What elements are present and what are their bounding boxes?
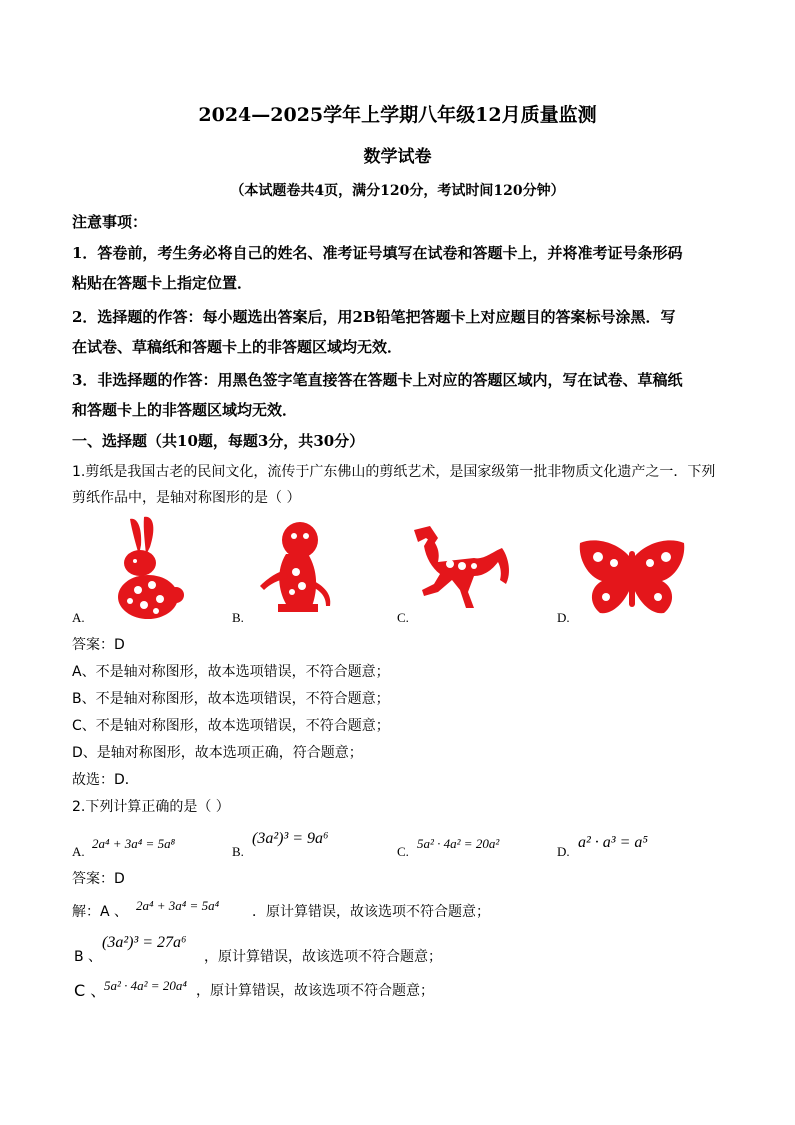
q2-option-a-label: A. (72, 844, 85, 859)
monkey-papercut-image (256, 520, 336, 616)
q1-explanation-d: D、是轴对称图形，故本选项正确，符合题意； (72, 745, 363, 761)
q1-stem-line-1: 1.剪纸是我国古老的民间文化，流传于广东佛山的剪纸艺术，是国家级第一批非物质文化遗产之一．下列 (72, 464, 716, 480)
butterfly-papercut-image (576, 537, 688, 619)
q2-solution-b-text: ，原计算错误，故该选项不符合题意； (204, 949, 442, 965)
q1-conclusion: 故选：D． (72, 772, 139, 788)
horse-papercut-image (404, 522, 516, 612)
q2-solution-c-formula: 5a² · 4a² = 20a⁴ (104, 978, 187, 993)
q2-solution-a-formula: 2a⁴ + 3a⁴ = 5a⁴ (136, 898, 220, 913)
q2-option-a-formula: 2a⁴ + 3a⁴ = 5a⁸ (92, 836, 176, 851)
q1-explanation-a: A、不是轴对称图形，故本选项错误，不符合题意； (72, 664, 390, 680)
q1-stem-line-2: 剪纸作品中，是轴对称图形的是（ ） (72, 490, 301, 506)
rabbit-papercut-image (108, 515, 186, 621)
q2-solution-c-text: ，原计算错误，故该选项不符合题意； (196, 983, 434, 999)
q2-solution-c-prefix: C 、 (74, 981, 107, 1000)
exam-title: 2024—2025学年上学期八年级12月质量监测 (198, 104, 597, 126)
q2-option-c-formula: 5a² · 4a² = 20a² (417, 836, 500, 851)
q1-option-c-label: C. (397, 610, 409, 625)
q2-option-b-label: B. (232, 844, 244, 859)
exam-subtitle: 数学试卷 (363, 147, 432, 167)
exam-note: （本试题卷共4页，满分120分，考试时间120分钟） (230, 183, 565, 199)
q2-solution-b-prefix: B 、 (74, 949, 103, 965)
q2-option-c-label: C. (397, 844, 409, 859)
instruction-2-line-2: 在试卷、草稿纸和答题卡上的非答题区域均无效． (72, 338, 403, 356)
q1-option-a-label: A. (72, 610, 85, 625)
q1-explanation-c: C、不是轴对称图形，故本选项错误，不符合题意； (72, 718, 390, 734)
q1-option-d-label: D. (557, 610, 570, 625)
instruction-1-line-2: 粘贴在答题卡上指定位置． (72, 274, 253, 292)
q2-option-d-label: D. (557, 844, 570, 859)
instruction-1-line-1: 1．答卷前，考生务必将自己的姓名、准考证号填写在试卷和答题卡上，并将准考证号条形码 (72, 244, 683, 262)
q2-solution-prefix: 解：A 、 (72, 904, 129, 920)
q2-option-b-formula: (3a²)³ = 9a⁶ (252, 830, 329, 847)
q2-option-d-formula: a² · a³ = a⁵ (578, 834, 648, 851)
instruction-3-line-2: 和答题卡上的非答题区域均无效． (72, 401, 298, 419)
q1-answer: 答案：D (72, 637, 125, 653)
q2-solution-b-formula: (3a²)³ = 27a⁶ (102, 934, 187, 951)
instructions-heading: 注意事项： (72, 213, 148, 231)
instruction-3-line-1: 3．非选择题的作答：用黑色签字笔直接答在答题卡上对应的答题区域内，写在试卷、草稿纸 (72, 371, 683, 389)
q2-stem: 2.下列计算正确的是（ ） (72, 799, 230, 815)
q1-option-b-label: B. (232, 610, 244, 625)
q1-explanation-b: B、不是轴对称图形，故本选项错误，不符合题意； (72, 691, 390, 707)
instruction-2-line-1: 2．选择题的作答：每小题选出答案后，用2B铅笔把答题卡上对应题目的答案标号涂黑．写 (72, 308, 676, 326)
q2-solution-a-text: ．原计算错误，故该选项不符合题意； (252, 904, 490, 920)
section-heading-choice: 一、选择题（共10题，每题3分，共30分） (72, 432, 365, 450)
q2-answer: 答案：D (72, 871, 125, 887)
